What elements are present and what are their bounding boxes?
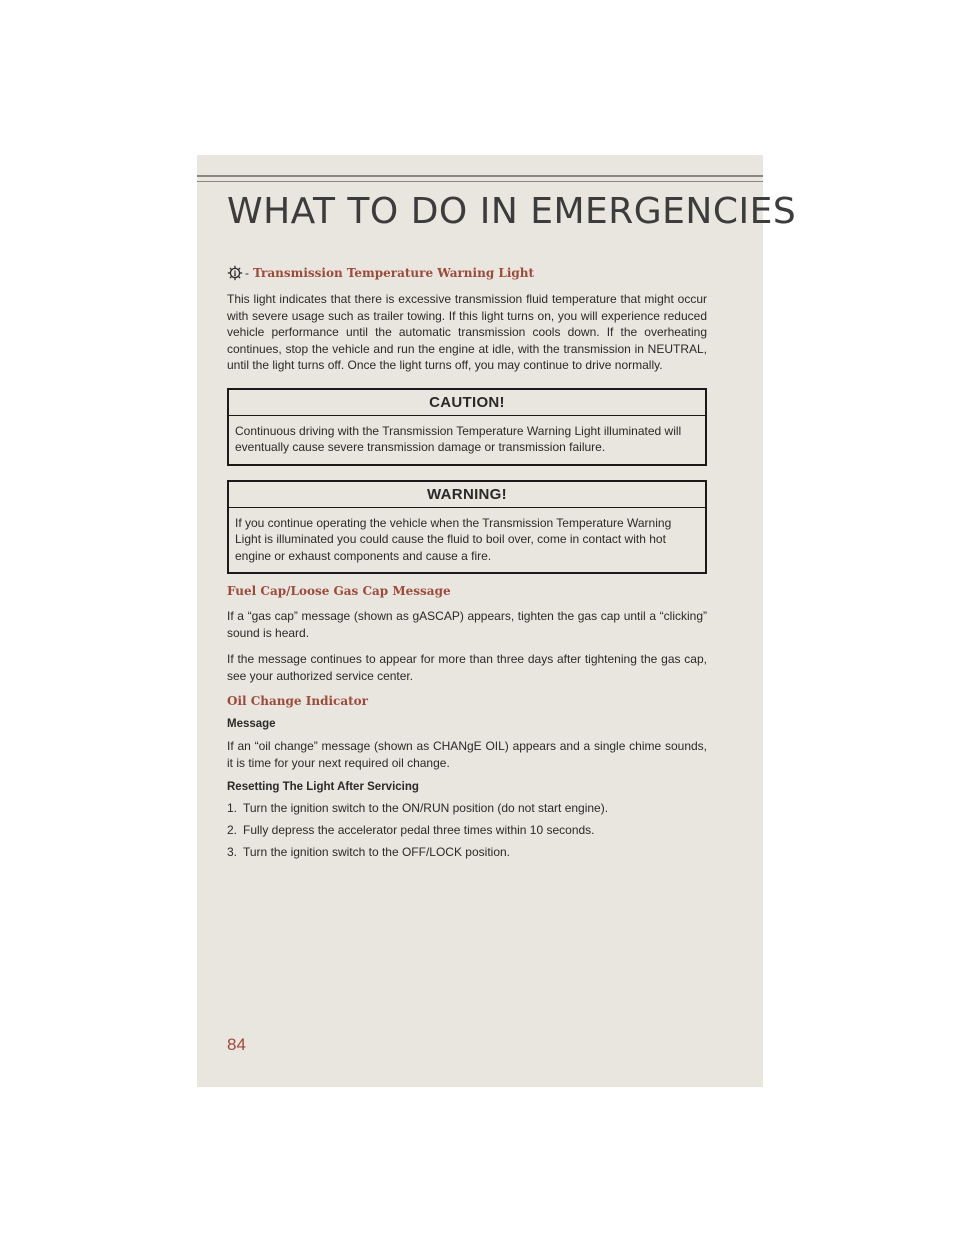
step-number: 3. [227, 845, 238, 859]
warning-box [227, 480, 707, 575]
warning-text: If you continue operating the vehicle when the Transmission Temperature Warning Light is illuminated you could cause the fluid to boil over, come in contact with hot engine or exhaust components and cause a fire. [235, 515, 672, 563]
message-label: Message [227, 718, 276, 730]
transmission-heading-text: Transmission Temperature Warning Light [253, 266, 535, 280]
caution-text: Continuous driving with the Transmission Temperature Warning Light illuminated will eventually cause severe transmission damage or transmission failure. [235, 423, 682, 454]
manual-page [197, 155, 797, 1087]
list-item [227, 801, 707, 815]
transmission-heading [227, 265, 707, 281]
fuel-cap-paragraph-2: If the message continues to appear for more than three days after tightening the gas cap, see your authorized service center. [227, 652, 707, 683]
content [227, 265, 707, 867]
step-number: 1. [227, 801, 238, 815]
step-text: Turn the ignition switch to the OFF/LOCK position. [243, 845, 511, 859]
reset-steps [227, 801, 707, 859]
page-number: 84 [227, 1035, 246, 1054]
caution-box [227, 388, 707, 466]
list-item [227, 845, 707, 859]
transmission-temperature-icon [227, 265, 243, 281]
step-text: Fully depress the accelerator pedal three times within 10 seconds. [243, 823, 595, 837]
header-rule-thin [197, 181, 763, 182]
reset-label: Resetting The Light After Servicing [227, 781, 419, 793]
list-item [227, 823, 707, 837]
oil-change-paragraph: If an “oil change” message (shown as CHANgE OIL) appears and a single chime sounds, it is time for your next required oil change. [227, 739, 707, 770]
warning-title: WARNING! [229, 482, 705, 508]
header-rule [197, 175, 763, 177]
fuel-cap-heading: Fuel Cap/Loose Gas Cap Message [227, 584, 451, 598]
section-title: WHAT TO DO IN EMERGENCIES [227, 191, 797, 232]
heading-dash: - [245, 266, 249, 280]
step-text: Turn the ignition switch to the ON/RUN position (do not start engine). [243, 801, 609, 815]
caution-title: CAUTION! [229, 390, 705, 416]
step-number: 2. [227, 823, 238, 837]
transmission-paragraph: This light indicates that there is excessive transmission fluid temperature that might occur with severe usage such as trailer towing. If this light turns on, you will experience reduced vehicle performance until the automatic transmission cools down. If the overheating continues, stop the vehicle and run the engine at idle, with the transmission in NEUTRAL, until the light turns off. Once the light turns off, you may continue to drive normally. [227, 292, 707, 372]
fuel-cap-paragraph-1: If a “gas cap” message (shown as gASCAP) appears, tighten the gas cap until a “clicking” sound is heard. [227, 609, 707, 640]
oil-change-heading: Oil Change Indicator [227, 694, 368, 708]
